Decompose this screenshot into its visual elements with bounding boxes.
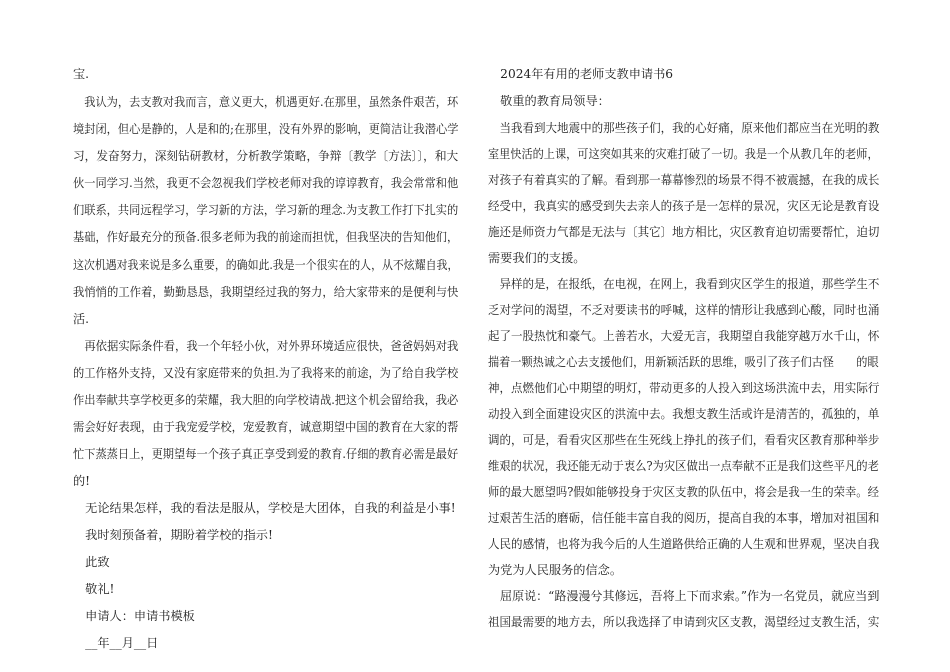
text-line: 经受中，我真实的感受到失去亲人的孩子是一怎样的景况，灾区无论是教育设: [488, 199, 880, 213]
text-line: 异样的是，在报纸，在电视，在网上，我看到灾区学生的报道，那些学生不: [488, 277, 880, 291]
text-line: 乏对学问的渴望，不乏对要读书的呼喊，这样的情形让我感到心酸，同时也涌: [488, 303, 880, 317]
text-line: 我时刻预备着，期盼着学校的指示!: [73, 528, 273, 542]
text-line: 的工作格外支持，又没有家庭带来的负担.为了我将来的前途，为了给自我学校: [73, 366, 459, 380]
text-line: 室里快活的上课，可这突如其来的灾难打破了一切。我是一个从教几年的老师，: [488, 147, 879, 161]
applicant-line: 申请人：申请书模板: [73, 609, 195, 623]
text-line: 境封闭，但心是静的，人是和的;在那里，没有外界的影响，更简洁让我潜心学: [73, 122, 459, 136]
text-line: 神，点燃他们心中期望的明灯，带动更多的人投入到这场洪流中去，用实际行: [488, 381, 880, 395]
text-line: 施还是师资力气都是无法与〔其它〕地方相比，灾区教育迫切需要帮忙，迫切: [488, 225, 880, 239]
text-line: 为党为人民服务的信念。: [488, 563, 623, 577]
text-line: 忙下蒸蒸日上，更期望每一个孩子真正享受到爱的教育.仔细的教育必需是最好: [73, 447, 459, 461]
text-line: 敬礼!: [73, 582, 115, 596]
text-line: 我认为，去支教对我而言，意义更大，机遇更好.在那里，虽然条件艰苦，环: [73, 95, 459, 109]
text-line: 习，发奋努力，深刻钻研教材，分析教学策略，争辩〔教学〔方法〕〕，和大: [73, 149, 459, 163]
text-line: 需会好好表现，由于我宠爱学校，宠爱教育，诚意期望中国的教育在大家的帮: [73, 420, 459, 434]
text-line: 调的，可是，看看灾区那些在生死线上挣扎的孩子们，看看灾区教育那种举步: [488, 433, 880, 447]
text-line: 动投入到全面建设灾区的洪流中去。我想支教生活或许是清苦的，孤独的，单: [488, 407, 880, 421]
text-line: 屈原说：“路漫漫兮其修远，吾将上下而求索。”作为一名党员，就应当到: [488, 589, 880, 603]
text-line: 的!: [73, 474, 91, 488]
text-line: 祖国最需要的地方去，所以我选择了申请到灾区支教，渴望经过支教生活，实: [488, 615, 880, 629]
text-line: 维艰的状况，我还能无动于衷么?为灾区做出一点奉献不正是我们这些平凡的老: [488, 459, 879, 473]
text-line: 这次机遇对我来说是多么重要，的确如此.我是一个很实在的人，从不炫耀自我，: [73, 258, 459, 272]
text-line: 人民的感情，也将为我今后的人生道路供给正确的人生观和世界观，坚决自我: [488, 537, 880, 551]
text-line: 此致: [73, 555, 110, 569]
text-line: 师的最大愿望吗?假如能够投身于灾区支教的队伍中，将会是我一生的荣幸。经: [488, 485, 879, 499]
text-line: 当我看到大地震中的那些孩子们，我的心好痛，原来他们都应当在光明的教: [488, 121, 880, 135]
text-line: 起了一股热忱和豪气。上善若水，大爱无言，我期望自我能穿越万水千山，怀: [488, 329, 880, 343]
text-line: 揣着一颗热诚之心去支援他们，用新颖活跃的思维，吸引了孩子们古怪 的眼: [488, 355, 879, 369]
text-line: 伙一同学习.当然，我更不会忽视我们学校老师对我的谆谆教育，我会常常和他: [73, 176, 459, 190]
text-line: 们联系，共同远程学习，学习新的方法，学习新的理念.为支教工作打下扎实的: [73, 203, 459, 217]
text-line: 作出奉献共享学校更多的荣耀，我大胆的向学校请战.把这个机会留给我，我必: [73, 393, 459, 407]
date-line: __年__月__日: [73, 636, 159, 650]
text-line: 基础，作好最充分的预备.很多老师为我的前途而担忧，但我坚决的告知他们，: [73, 230, 459, 244]
text-line: 需要我们的支援。: [488, 251, 586, 265]
salutation: 敬重的教育局领导：: [488, 94, 610, 108]
text-line: 我悄悄的工作着，勤勤恳恳，我期望经过我的努力，给大家带来的是便利与快: [73, 285, 459, 299]
text-line: 过艰苦生活的磨砺，信任能丰富自我的阅历，提高自我的本事，增加对祖国和: [488, 511, 880, 525]
text-line: 宝.: [73, 67, 90, 81]
text-line: 活.: [73, 312, 90, 326]
text-line: 再依据实际条件看，我一个年轻小伙，对外界环境适应很快，爸爸妈妈对我: [73, 339, 459, 353]
document-title: 2024年有用的老师支教申请书6: [488, 67, 674, 81]
text-line: 对孩子有着真实的了解。看到那一幕幕惨烈的场景不得不被震撼，在我的成长: [488, 173, 880, 187]
text-line: 无论结果怎样，我的看法是服从，学校是大团体，自我的利益是小事!: [73, 501, 456, 515]
